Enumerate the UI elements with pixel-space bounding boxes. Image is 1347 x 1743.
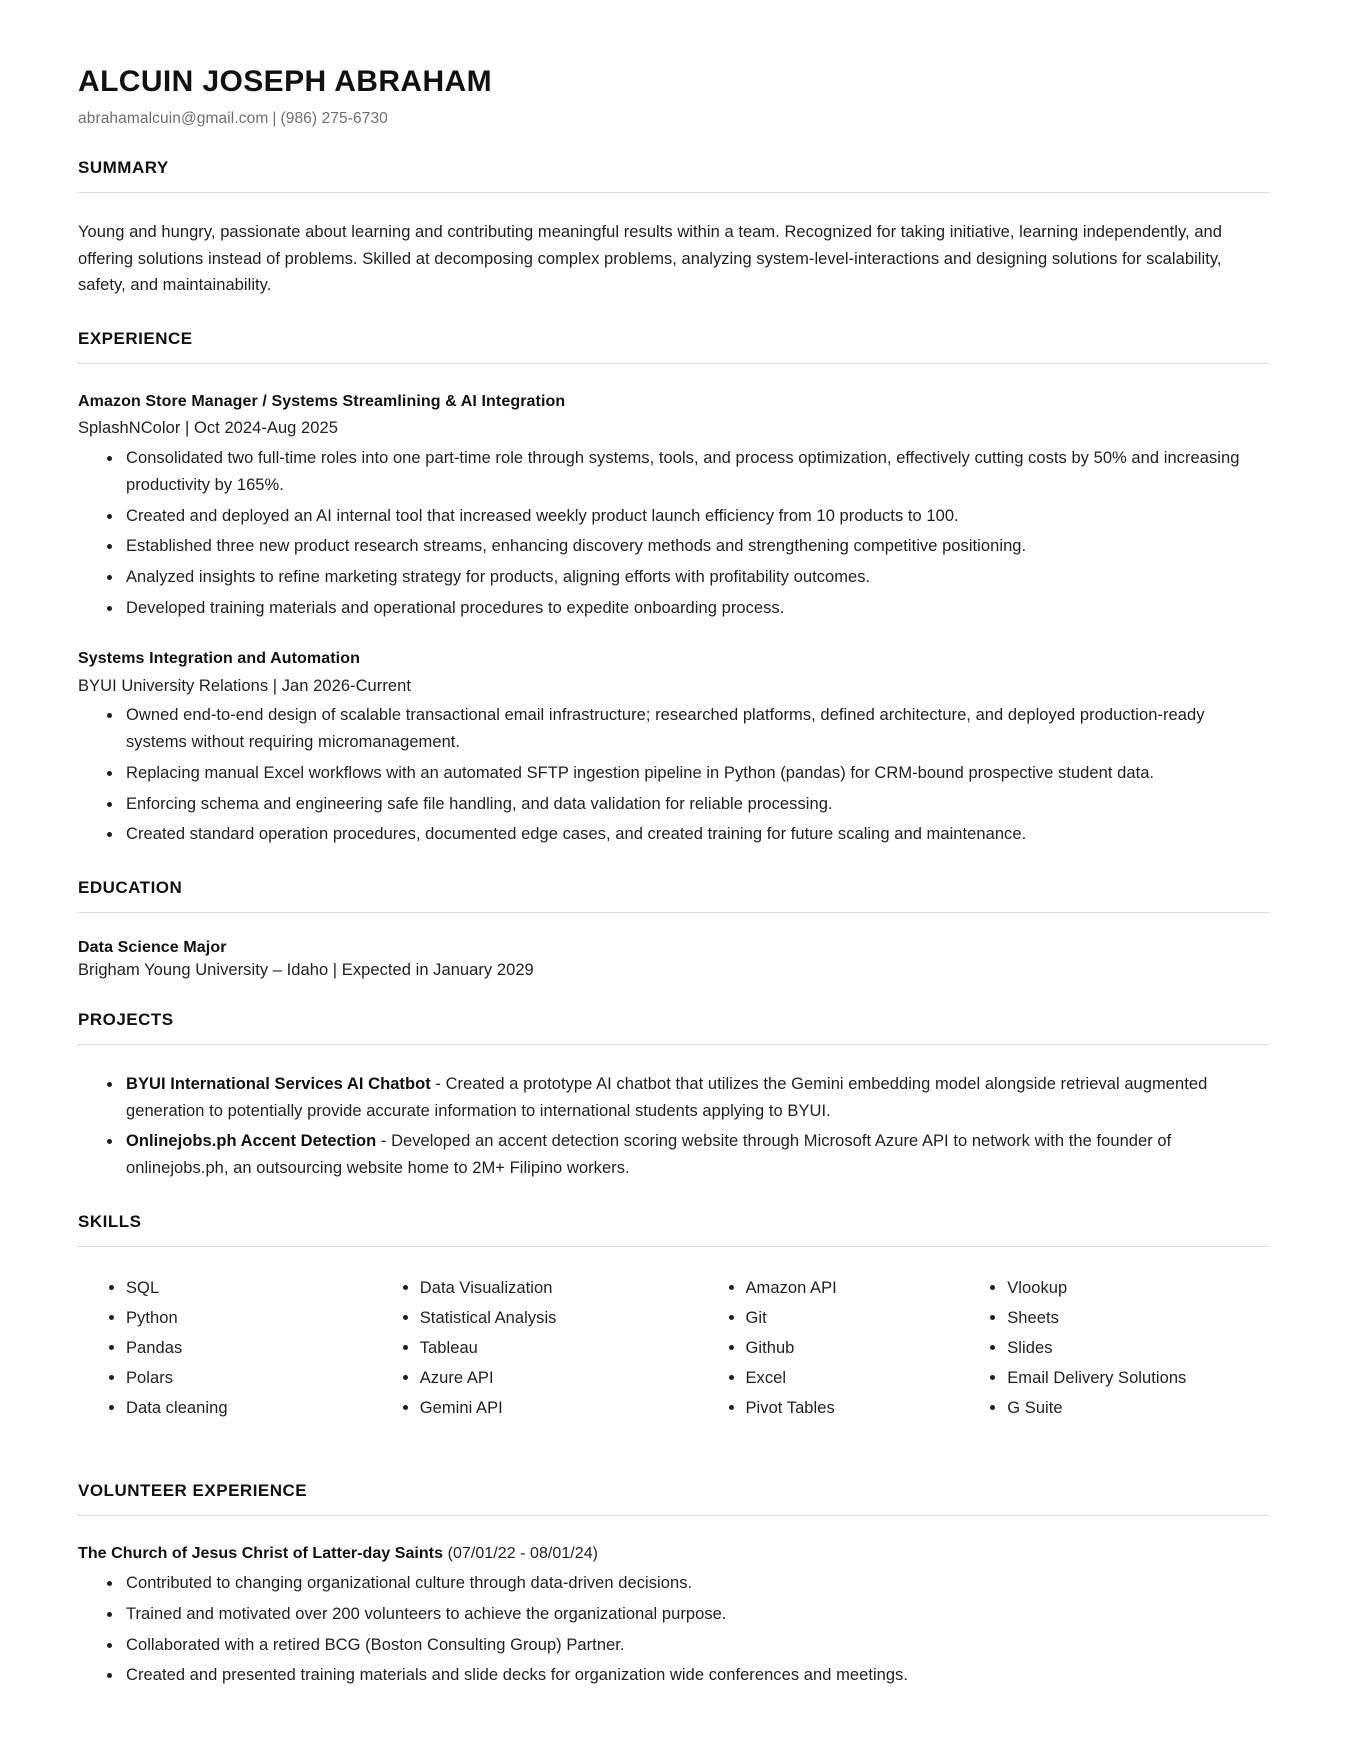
list-item: Replacing manual Excel workflows with an automated SFTP ingestion pipeline in Python (pandas) for CRM-bound prospective student data. (126, 760, 1269, 787)
job-title: Systems Integration and Automation (78, 650, 360, 668)
projects-list (78, 1071, 1269, 1182)
project-name: Onlinejobs.ph Accent Detection (126, 1132, 377, 1151)
education-heading: EDUCATION (78, 877, 183, 897)
summary-body (78, 219, 1269, 299)
skill-item: Python (126, 1303, 388, 1333)
skill-item: Data Visualization (420, 1273, 682, 1303)
skill-item: Github (746, 1333, 976, 1363)
skills-body (78, 1273, 1269, 1423)
skills-column (682, 1273, 976, 1423)
list-item: Contributed to changing organizational culture through data-driven decisions. (126, 1570, 1269, 1597)
skill-item: Polars (126, 1363, 388, 1393)
list-item (126, 1128, 1269, 1181)
resume-header (78, 64, 1269, 128)
section-divider (78, 1246, 1269, 1247)
spacer (78, 1423, 1269, 1481)
summary-text: Young and hungry, passionate about learning and contributing meaningful results within a team. Recognized for taking initiative, learning independently, and offering solutions instead of problems. Skilled at decomposing complex problems, analyzing system-level-interactions and designing solutions for scalability, safety, and maintainability. (78, 223, 1222, 295)
email-text: abrahamalcuin@gmail.com (78, 110, 269, 127)
section-divider (78, 1044, 1269, 1045)
section-skills (78, 1212, 1269, 1423)
skill-item: Gemini API (420, 1393, 682, 1423)
contact-line (78, 110, 1269, 128)
skills-heading: SKILLS (78, 1211, 142, 1231)
list-item: Created and presented training materials and slide decks for organization wide conferences and meetings. (126, 1662, 1269, 1689)
job-bullets (78, 702, 1269, 848)
list-item: Owned end-to-end design of scalable transactional email infrastructure; researched platforms, defined architecture, and deployed production-ready systems without requiring micromanagement. (126, 702, 1269, 755)
list-item (126, 1071, 1269, 1124)
volunteer-body (78, 1542, 1269, 1689)
list-item: Created standard operation procedures, documented edge cases, and created training for future scaling and maintenance. (126, 821, 1269, 848)
skill-item: Tableau (420, 1333, 682, 1363)
skill-item: Git (746, 1303, 976, 1333)
section-summary (78, 158, 1269, 299)
experience-heading: EXPERIENCE (78, 329, 193, 349)
section-divider (78, 192, 1269, 193)
volunteer-heading: VOLUNTEER EXPERIENCE (78, 1481, 308, 1501)
volunteer-dates: (07/01/22 - 08/01/24) (447, 1545, 599, 1563)
skill-item: Statistical Analysis (420, 1303, 682, 1333)
section-divider (78, 1515, 1269, 1516)
organization-name: The Church of Jesus Christ of Latter-day Saints (78, 1545, 444, 1563)
contact-separator: | (272, 110, 277, 127)
skill-item: Azure API (420, 1363, 682, 1393)
degree-title: Data Science Major (78, 938, 227, 956)
skill-item: Amazon API (746, 1273, 976, 1303)
list-item: Collaborated with a retired BCG (Boston Consulting Group) Partner. (126, 1632, 1269, 1659)
phone-text: (986) 275-6730 (280, 110, 388, 127)
section-volunteer (78, 1481, 1269, 1689)
school-meta: Brigham Young University – Idaho | Expected in January 2029 (78, 960, 534, 979)
skills-column (388, 1273, 682, 1423)
list-item: Created and deployed an AI internal tool that increased weekly product launch efficiency from 10 products to 100. (126, 503, 1269, 530)
summary-heading: SUMMARY (78, 158, 169, 177)
section-projects (78, 1010, 1269, 1182)
project-description: - Developed an accent detection scoring website through Microsoft Azure API to network with the founder of onlinejobs.ph, an outsourcing website home to 2M+ Filipino workers. (126, 1132, 1172, 1178)
skills-column (975, 1273, 1269, 1423)
education-body (78, 939, 1269, 980)
skills-grid (78, 1273, 1269, 1423)
skill-item: Pivot Tables (746, 1393, 976, 1423)
candidate-name: ALCUIN JOSEPH ABRAHAM (78, 65, 492, 98)
job-meta: SplashNColor | Oct 2024-Aug 2025 (78, 419, 338, 438)
projects-heading: PROJECTS (78, 1009, 174, 1029)
project-name: BYUI International Services AI Chatbot (126, 1074, 431, 1093)
section-education (78, 878, 1269, 980)
list-item: Analyzed insights to refine marketing strategy for products, aligning efforts with profitability outcomes. (126, 564, 1269, 591)
project-description: - Created a prototype AI chatbot that utilizes the Gemini embedding model alongside retrieval augmented generation to potentially provide accurate information to international students applying to BYUI. (126, 1074, 1208, 1120)
section-divider (78, 912, 1269, 913)
list-item: Consolidated two full-time roles into one part-time role through systems, tools, and process optimization, effectively cutting costs by 50% and increasing productivity by 165%. (126, 445, 1269, 498)
volunteer-bullets (78, 1570, 1269, 1689)
list-item: Developed training materials and operational procedures to expedite onboarding process. (126, 595, 1269, 622)
skill-item: Vlookup (1007, 1273, 1269, 1303)
job-title: Amazon Store Manager / Systems Streamlining & AI Integration (78, 393, 566, 411)
skill-item: SQL (126, 1273, 388, 1303)
section-experience (78, 329, 1269, 848)
list-item: Trained and motivated over 200 volunteers to achieve the organizational purpose. (126, 1601, 1269, 1628)
volunteer-organization-line (78, 1542, 1269, 1566)
skill-item: Slides (1007, 1333, 1269, 1363)
section-divider (78, 363, 1269, 364)
projects-body (78, 1071, 1269, 1182)
job-meta: BYUI University Relations | Jan 2026-Current (78, 676, 411, 695)
job-bullets (78, 445, 1269, 621)
skill-item: Excel (746, 1363, 976, 1393)
skill-item: Email Delivery Solutions (1007, 1363, 1269, 1393)
experience-body (78, 390, 1269, 848)
list-item: Enforcing schema and engineering safe file handling, and data validation for reliable processing. (126, 791, 1269, 818)
skill-item: G Suite (1007, 1393, 1269, 1423)
list-item: Established three new product research streams, enhancing discovery methods and strengthening competitive positioning. (126, 533, 1269, 560)
experience-entry (78, 647, 1269, 848)
skill-item: Data cleaning (126, 1393, 388, 1423)
skill-item: Sheets (1007, 1303, 1269, 1333)
skill-item: Pandas (126, 1333, 388, 1363)
experience-entry (78, 390, 1269, 621)
skills-column (94, 1273, 388, 1423)
